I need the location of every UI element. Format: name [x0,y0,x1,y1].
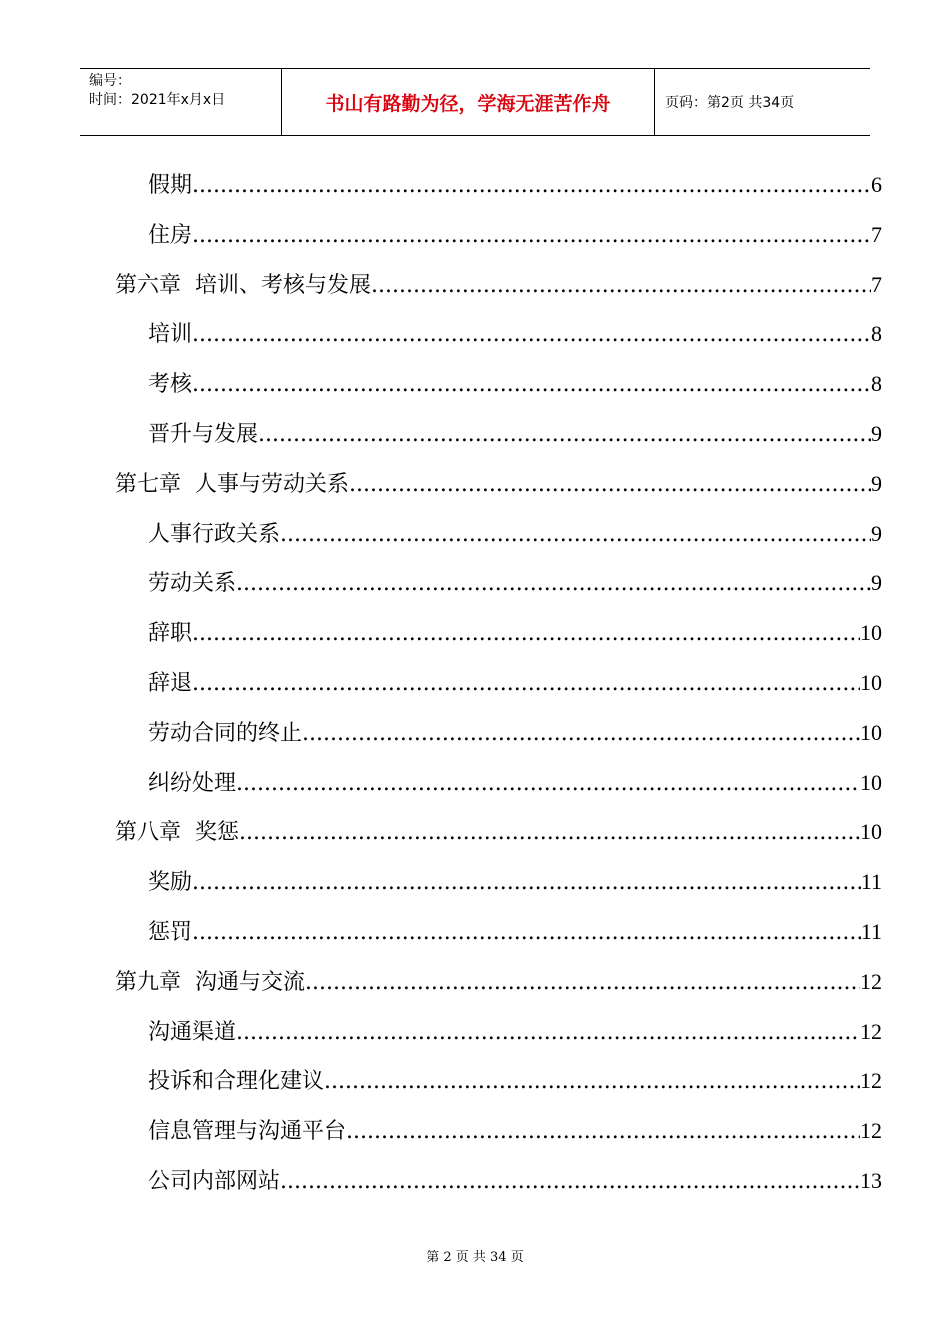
toc-entry-page: 8 [871,321,882,347]
toc-entry-title: 辞退 [148,670,193,696]
toc-dot-leader [302,709,860,759]
toc-section-entry[interactable] [148,708,882,758]
toc-entry-page: 6 [871,172,882,197]
toc-entry-page: 10 [860,719,882,745]
number-label: 编号： [89,73,131,89]
toc-entry-page: 9 [871,470,882,496]
toc-entry-page: 7 [871,271,882,297]
toc-entry-page: 11 [860,918,882,944]
toc-section-entry[interactable] [148,160,882,210]
toc-dot-leader [192,659,860,709]
time-label: 时间：2021年x月x日 [89,92,226,108]
toc-dot-leader [236,1008,860,1058]
toc-entry-page: 10 [860,669,882,695]
toc-section-entry[interactable] [148,359,882,409]
toc-entry-page: 9 [871,520,882,546]
toc-section-entry[interactable] [148,1106,882,1156]
toc-section-entry[interactable] [148,409,882,459]
toc-section-entry[interactable] [148,907,882,957]
toc-section-entry[interactable] [148,558,882,608]
page-footer: 第 2 页 共 34 页 [426,1250,524,1265]
table-of-contents [0,160,950,1206]
toc-entry-page: 9 [871,570,882,596]
toc-chapter-entry[interactable] [115,957,882,1007]
toc-section-entry[interactable] [148,608,882,658]
toc-dot-leader [239,808,860,858]
toc-dot-leader [236,759,860,809]
toc-dot-leader [192,908,861,958]
toc-dot-leader [346,1107,860,1157]
toc-chapter-entry[interactable] [115,459,882,509]
toc-entry-page: 10 [860,819,882,845]
toc-entry-page: 7 [871,221,882,247]
toc-entry-title: 假期 [148,173,193,198]
toc-entry-page: 12 [860,1018,882,1044]
toc-entry-page: 10 [860,769,882,795]
toc-entry-page: 12 [860,1118,882,1144]
toc-dot-leader [371,261,871,311]
header-page-info: 页码：第2页 共34页 [665,95,795,111]
toc-entry-title: 考核 [148,372,193,398]
toc-entry-title: 辞职 [148,621,193,647]
toc-entry-title: 培训 [148,322,193,348]
toc-entry-title: 第九章 沟通与交流 [115,969,305,995]
toc-section-entry[interactable] [148,1007,882,1057]
header-motto: 书山有路勤为径，学海无涯苦作舟 [282,69,655,135]
toc-dot-leader [324,1057,860,1107]
toc-entry-title: 纠纷处理 [148,770,237,796]
toc-entry-page: 11 [860,869,882,895]
toc-section-entry[interactable] [148,309,882,359]
toc-section-entry[interactable] [148,210,882,260]
toc-dot-leader [192,609,860,659]
toc-dot-leader [305,958,860,1008]
toc-entry-title: 信息管理与沟通平台 [148,1119,347,1145]
toc-dot-leader [192,161,871,211]
toc-chapter-entry[interactable] [115,260,882,310]
toc-dot-leader [192,360,871,410]
toc-entry-title: 第八章 奖惩 [115,820,239,846]
toc-entry-title: 公司内部网站 [148,1168,281,1194]
page-header [80,68,870,136]
toc-section-entry[interactable] [148,857,882,907]
toc-entry-title: 沟通渠道 [148,1019,237,1045]
toc-section-entry[interactable] [148,758,882,808]
toc-dot-leader [280,510,871,560]
toc-entry-title: 第六章 培训、考核与发展 [115,272,371,298]
toc-entry-page: 13 [860,1167,882,1193]
toc-entry-title: 劳动关系 [148,571,237,597]
toc-dot-leader [192,211,871,261]
toc-dot-leader [349,460,871,510]
toc-section-entry[interactable] [148,658,882,708]
toc-dot-leader [192,310,871,360]
toc-entry-title: 劳动合同的终止 [148,720,303,746]
header-meta [80,69,282,135]
toc-entry-title: 奖励 [148,870,193,896]
toc-entry-title: 惩罚 [148,919,193,945]
toc-entry-title: 住房 [148,222,193,248]
toc-section-entry[interactable] [148,1056,882,1106]
toc-section-entry[interactable] [148,1156,882,1206]
toc-entry-title: 晋升与发展 [148,421,259,447]
toc-chapter-entry[interactable] [115,807,882,857]
toc-dot-leader [192,858,861,908]
toc-entry-page: 8 [871,371,882,397]
toc-entry-page: 9 [871,420,882,446]
toc-entry-page: 12 [860,968,882,994]
toc-entry-title: 投诉和合理化建议 [148,1069,325,1095]
toc-dot-leader [258,410,871,460]
toc-entry-page: 12 [860,1068,882,1094]
toc-entry-title: 第七章 人事与劳动关系 [115,471,349,497]
toc-dot-leader [236,559,871,609]
toc-dot-leader [280,1157,860,1207]
toc-entry-page: 10 [860,620,882,646]
toc-section-entry[interactable] [148,509,882,559]
toc-entry-title: 人事行政关系 [148,521,281,547]
